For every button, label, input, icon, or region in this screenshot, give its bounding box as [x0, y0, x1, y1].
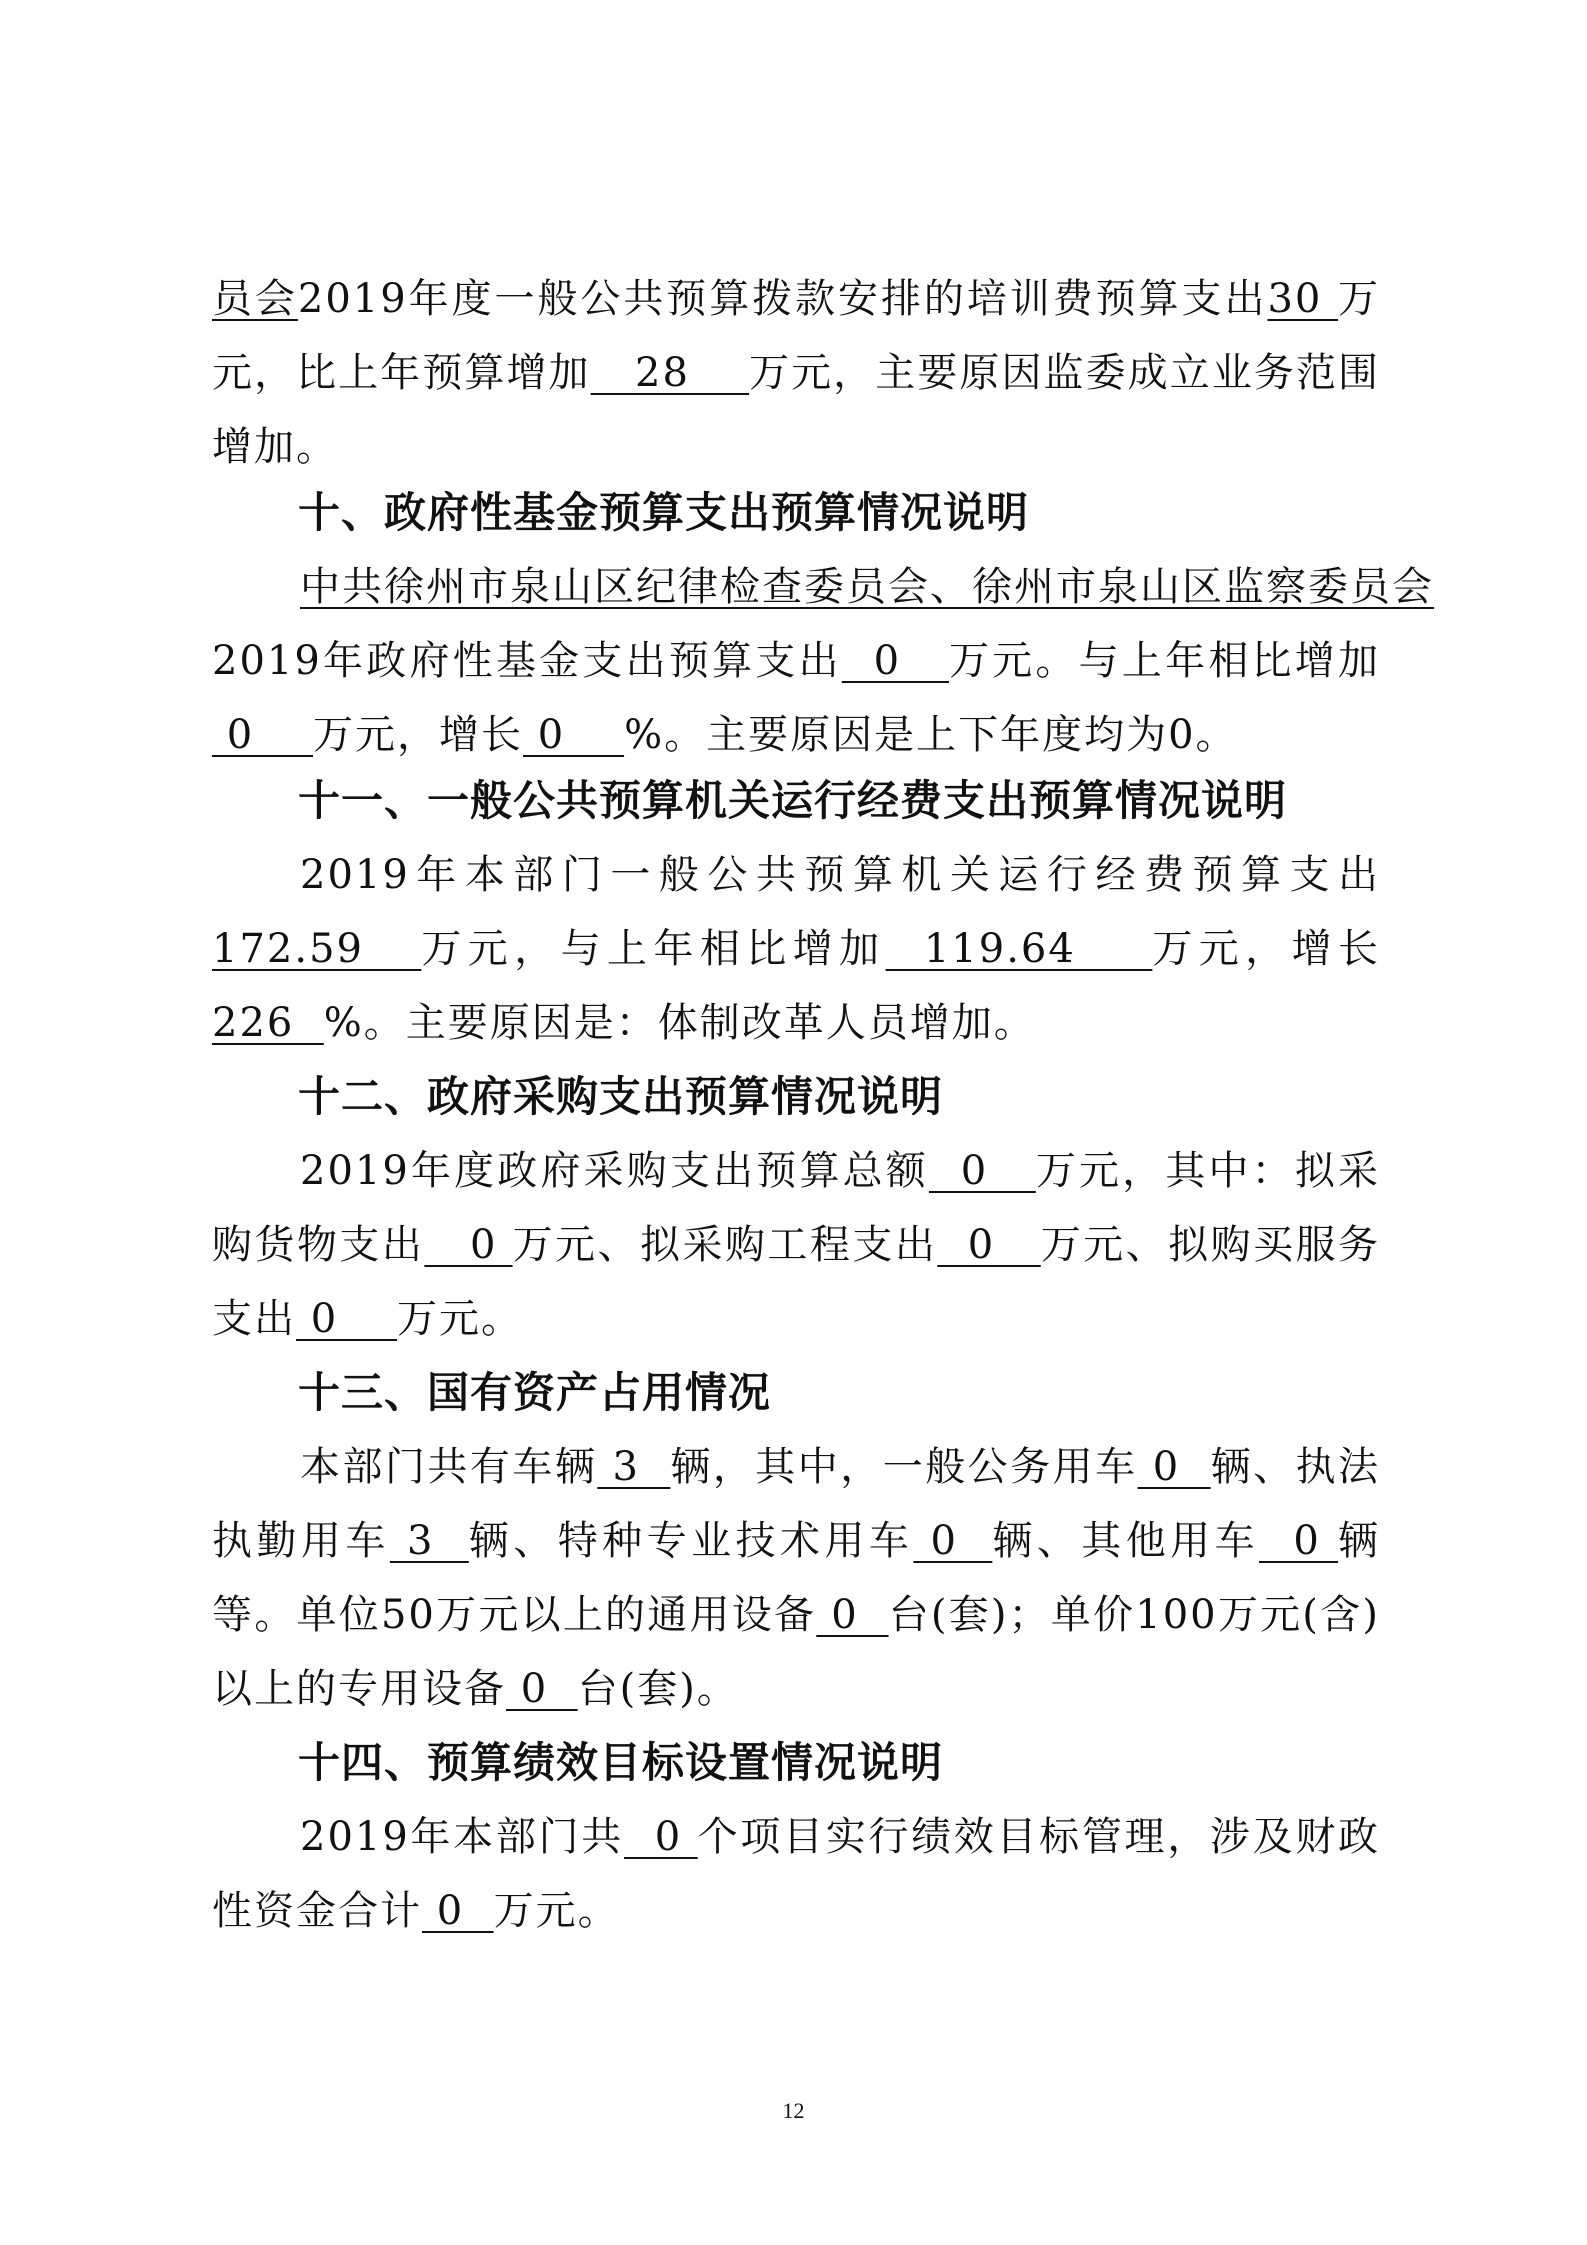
paragraph-state-assets — [212, 1430, 1380, 1726]
body-text: 万元。与上年相比增加 — [948, 638, 1381, 684]
underlined-value: 0 — [1137, 1444, 1211, 1490]
body-text: 万元，增长 — [1152, 926, 1381, 972]
underlined-value: 0 — [422, 1888, 494, 1934]
paragraph-performance — [212, 1800, 1380, 1948]
underlined-value: 0 — [816, 1592, 889, 1638]
body-text: 辆、执法执勤用车 — [212, 1444, 1381, 1564]
underlined-text: 员会 — [212, 276, 298, 322]
body-text: 辆、其他用车 — [992, 1518, 1260, 1564]
underlined-value: 0 — [296, 1296, 398, 1342]
section-heading-12: 十二、政府采购支出预算情况说明 — [298, 1072, 944, 1121]
section-heading-14: 十四、预算绩效目标设置情况说明 — [298, 1738, 944, 1787]
underlined-value: 0 — [212, 712, 314, 758]
underlined-value: 119.64 — [885, 926, 1153, 972]
body-text: 万元。 — [397, 1296, 524, 1342]
underlined-value: 0 — [1259, 1518, 1339, 1564]
underlined-value: 3 — [597, 1444, 671, 1490]
section-heading-13: 十三、国有资产占用情况 — [298, 1368, 772, 1417]
body-text: 万元，比上年预算增加 — [212, 276, 1381, 396]
body-text: 2019年政府性基金支出预算支出 — [212, 638, 842, 684]
underlined-value: 28 — [590, 350, 750, 396]
underlined-value: 0 — [937, 1222, 1041, 1268]
body-text: 2019年本部门一般公共预算机关运行经费预算支出 — [300, 852, 1380, 898]
underlined-text: 中共徐州市泉山区纪律检查委员会、徐州市泉山区监察委员会 — [300, 564, 1434, 610]
underlined-value: 3 — [389, 1518, 469, 1564]
underlined-value: 0 — [928, 1148, 1036, 1194]
body-text: 个项目实行绩效目标管理，涉及财政性资金合计 — [212, 1814, 1381, 1934]
underlined-value: 172.59 — [212, 926, 422, 972]
body-text: 万元，主要原因监委成立业务范围增加。 — [212, 350, 1381, 470]
section-heading-10: 十、政府性基金预算支出预算情况说明 — [298, 488, 1030, 537]
section-heading-11: 十一、一般公共预算机关运行经费支出预算情况说明 — [298, 776, 1288, 825]
paragraph-operating-cost — [212, 838, 1380, 1060]
underlined-value: 30 — [1267, 276, 1339, 322]
body-text: %。主要原因是：体制改革人员增加。 — [323, 1000, 1036, 1046]
body-text: 万元，与上年相比增加 — [421, 926, 886, 972]
body-text: 2019年本部门共 — [300, 1814, 624, 1860]
body-text: 辆，其中，一般公务用车 — [670, 1444, 1138, 1490]
body-text: 万元，增长 — [313, 712, 524, 758]
underlined-value: 0 — [841, 638, 949, 684]
body-text: %。主要原因是上下年度均为0。 — [624, 712, 1238, 758]
body-text: 万元。 — [493, 1888, 620, 1934]
body-text: 本部门共有车辆 — [300, 1444, 598, 1490]
paragraph-procurement — [212, 1134, 1380, 1356]
underlined-value: 0 — [424, 1222, 513, 1268]
body-text: 万元，其中：拟采购货物支出 — [212, 1148, 1380, 1268]
body-text: 台(套)。 — [577, 1666, 739, 1712]
body-text: 万元、拟购买服务支出 — [212, 1222, 1381, 1342]
body-text: 辆、特种专业技术用车 — [468, 1518, 914, 1564]
underlined-value: 0 — [913, 1518, 993, 1564]
underlined-value: 0 — [623, 1814, 698, 1860]
paragraph-gov-fund — [212, 550, 1434, 772]
underlined-value: 0 — [506, 1666, 578, 1712]
body-text: 2019年度政府采购支出预算总额 — [300, 1148, 929, 1194]
body-text: 万元、拟采购工程支出 — [512, 1222, 938, 1268]
body-text: 辆等。单位50万元以上的通用设备 — [212, 1518, 1381, 1638]
underlined-value: 0 — [523, 712, 625, 758]
body-text: 2019年度一般公共预算拨款安排的培训费预算支出 — [297, 276, 1268, 322]
underlined-value: 226 — [212, 1000, 324, 1046]
page-number: 12 — [782, 2098, 805, 2123]
paragraph-training-fee — [212, 262, 1380, 484]
body-text: 台(套)；单价100万元(含)以上的专用设备 — [212, 1592, 1381, 1712]
